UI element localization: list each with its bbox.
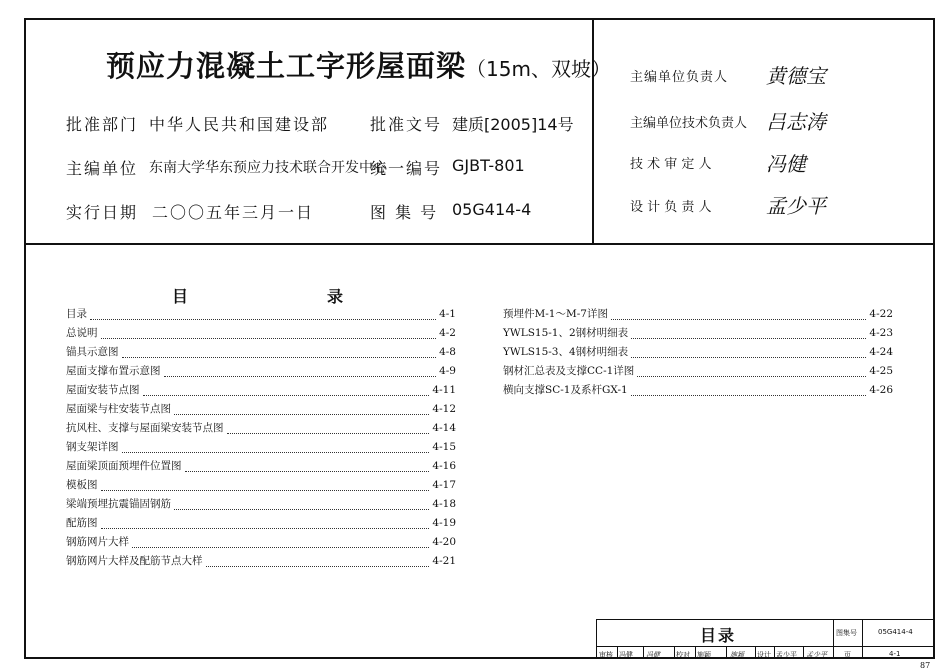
header-bottom-rule (24, 243, 935, 245)
check-label: 校对 (676, 651, 690, 659)
toc-heading-right: 录 (327, 287, 344, 306)
toc-item[interactable]: YWLS15-1、2钢材明细表 4-23 (503, 327, 893, 339)
toc-item[interactable]: 锚具示意图 4-8 (66, 346, 456, 358)
responsible-signature-2: 吕志涛 (766, 110, 826, 134)
toc-item[interactable]: 抗风柱、支撑与屋面梁安装节点图 4-14 (66, 422, 456, 434)
title-main: 预应力混凝土工字形屋面梁 (106, 49, 467, 83)
title-block-atlas-label: 图集号 (836, 629, 857, 637)
title-block-page-label: 页 (844, 651, 851, 659)
toc-item[interactable]: 模板图 4-17 (66, 479, 456, 491)
review-label: 审核 (599, 651, 613, 659)
check-signature: 施颖 (730, 651, 744, 659)
title-block-name: 目录 (700, 626, 737, 645)
sign-rule-2 (643, 647, 644, 659)
toc-item[interactable]: 目录 4-1 (66, 308, 456, 320)
toc-item[interactable]: 梁端预埋抗震锚固钢筋 4-18 (66, 498, 456, 510)
title-block-rule-a (833, 619, 834, 659)
editor-unit-value: 东南大学华东预应力技术联合开发中心 (149, 160, 387, 176)
atlas-no-label: 图 集 号 (370, 203, 439, 222)
check-name: 施颖 (697, 651, 711, 659)
approve-dept-value: 中华人民共和国建设部 (149, 115, 330, 134)
design-label: 设计 (757, 651, 771, 659)
title-block-atlas-value: 05G414-4 (878, 628, 913, 636)
design-signature: 孟少平 (806, 651, 827, 659)
toc-item[interactable]: 钢支架详图 4-15 (66, 441, 456, 453)
toc-item[interactable]: 预埋件M-1～M-7详图 4-22 (503, 308, 893, 320)
responsible-role-2: 主编单位技术负责人 (630, 116, 748, 131)
toc-item[interactable]: 屋面梁顶面预埋件位置图 4-16 (66, 460, 456, 472)
review-signature: 冯健 (646, 651, 660, 659)
responsible-role-4: 设 计 负 责 人 (630, 200, 712, 215)
toc-item[interactable]: 钢筋网片大样及配筋节点大样 4-21 (66, 555, 456, 567)
responsible-signature-1: 黄德宝 (766, 64, 826, 88)
design-name: 孟少平 (776, 651, 797, 659)
toc-item[interactable]: 钢材汇总表及支撑CC-1详图 4-25 (503, 365, 893, 377)
responsible-role-3: 技 术 审 定 人 (630, 157, 712, 172)
responsible-signature-4: 孟少平 (766, 194, 826, 218)
review-name: 冯健 (619, 651, 633, 659)
toc-heading-left: 目 (172, 287, 189, 306)
drawing-title (106, 44, 611, 85)
sign-rule-7 (774, 647, 775, 659)
responsible-signature-3: 冯健 (766, 152, 806, 176)
approve-dept-label: 批准部门 (66, 115, 139, 134)
toc-item[interactable]: 屋面安装节点图 4-11 (66, 384, 456, 396)
toc-item[interactable]: 总说明 4-2 (66, 327, 456, 339)
toc-item[interactable]: 屋面支撑布置示意图 4-9 (66, 365, 456, 377)
title-sub: （15m、双坡） (466, 57, 611, 81)
toc-item[interactable]: YWLS15-3、4钢材明细表 4-24 (503, 346, 893, 358)
approve-doc-value: 建质[2005]14号 (452, 115, 574, 134)
title-block-mid-rule (596, 646, 935, 647)
sign-rule-1 (617, 647, 618, 659)
sign-rule-3 (674, 647, 675, 659)
title-block-left-rule (596, 619, 597, 659)
sign-rule-8 (803, 647, 804, 659)
toc-item[interactable]: 钢筋网片大样 4-20 (66, 536, 456, 548)
title-block-page-value: 4-1 (889, 650, 901, 658)
toc-item[interactable]: 横向支撑SC-1及系杆GX-1 4-26 (503, 384, 893, 396)
unified-no-label: 统一编号 (370, 159, 443, 178)
responsible-role-1: 主编单位负责人 (630, 70, 729, 85)
sign-rule-6 (755, 647, 756, 659)
unified-no-value: GJBT-801 (452, 156, 525, 175)
sign-rule-4 (695, 647, 696, 659)
sign-rule-5 (726, 647, 727, 659)
sheet-number: 87 (920, 661, 931, 670)
effective-date-value: 二〇〇五年三月一日 (152, 203, 315, 222)
toc-item[interactable]: 屋面梁与柱安装节点图 4-12 (66, 403, 456, 415)
toc-item[interactable]: 配筋图 4-19 (66, 517, 456, 529)
effective-date-label: 实行日期 (66, 203, 139, 222)
atlas-no-value: 05G414-4 (452, 200, 532, 219)
title-block-rule-b (862, 619, 863, 659)
title-block-top-rule (596, 619, 935, 620)
editor-unit-label: 主编单位 (66, 159, 139, 178)
approve-doc-label: 批准文号 (370, 115, 443, 134)
